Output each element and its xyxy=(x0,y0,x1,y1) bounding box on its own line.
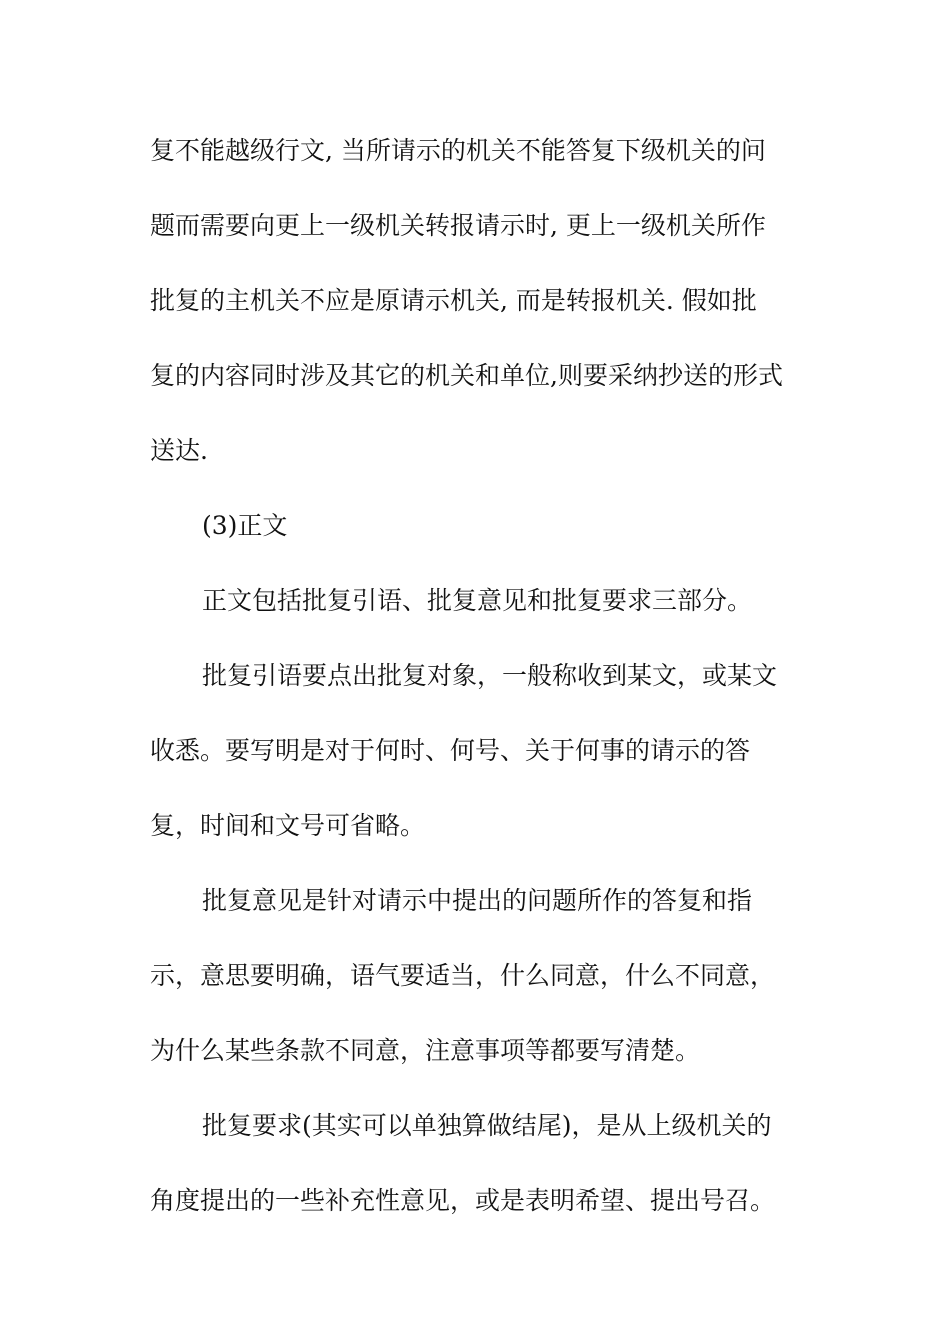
paragraph-line: 复不能越级行文, 当所请示的机关不能答复下级机关的问 xyxy=(150,136,766,165)
paragraph-line: 复的内容同时涉及其它的机关和单位,则要采纳抄送的形式 xyxy=(150,361,783,390)
section-heading: (3)正文 xyxy=(202,511,288,540)
paragraph-line: 题而需要向更上一级机关转报请示时, 更上一级机关所作 xyxy=(150,211,766,240)
paragraph-line: 正文包括批复引语、批复意见和批复要求三部分。 xyxy=(202,586,753,615)
paragraph-line: 送达. xyxy=(150,436,208,465)
paragraph-line: 为什么某些条款不同意，注意事项等都要写清楚。 xyxy=(150,1036,701,1065)
paragraph-line: 示，意思要明确，语气要适当，什么同意，什么不同意， xyxy=(150,961,776,990)
paragraph-line: 批复意见是针对请示中提出的问题所作的答复和指 xyxy=(202,886,753,915)
paragraph-line: 批复的主机关不应是原请示机关, 而是转报机关. 假如批 xyxy=(150,286,757,315)
paragraph-line: 批复引语要点出批复对象，一般称收到某文，或某文 xyxy=(202,661,778,690)
paragraph-line: 批复要求(其实可以单独算做结尾)，是从上级机关的 xyxy=(202,1111,772,1140)
paragraph-line: 收悉。要写明是对于何时、何号、关于何事的请示的答 xyxy=(150,736,751,765)
paragraph-line: 复，时间和文号可省略。 xyxy=(150,811,426,840)
paragraph-line: 角度提出的一些补充性意见，或是表明希望、提出号召。 xyxy=(150,1186,776,1215)
